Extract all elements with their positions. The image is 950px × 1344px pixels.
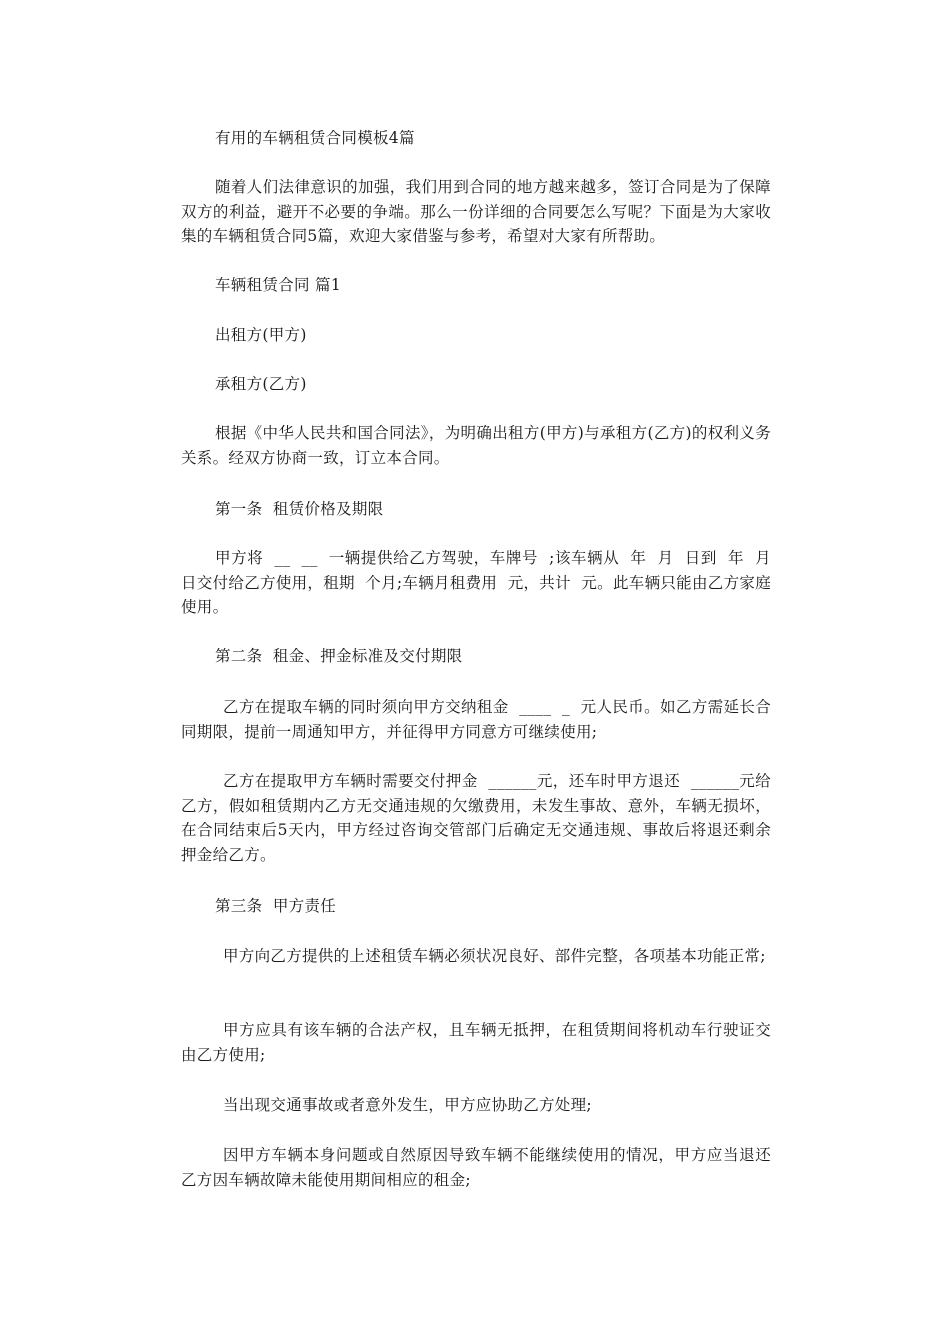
party-a-line: 出租方(甲方) [215,326,307,344]
article-2-heading: 第二条 租金、押金标准及交付期限 [215,647,463,665]
article-1-text: 甲方将 __ __ 一辆提供给乙方驾驶，车牌号 ;该车辆从 年 月 日到 年 月日交付给乙方使用，租期 个月;车辆月租费用 元，共计 元。此车辆只能由乙方家庭使用。 [181,549,771,616]
article-2-paragraph-2: 乙方在提取甲方车辆时需要交付押金 ______元，还车时甲方退还 ______元给乙方，假如租赁期内乙方无交通违规的欠缴费用，未发生事故、意外，车辆无损坏，在合同结束后5天内，甲方经过咨询交管部门后确定无交通违规、事故后将退还剩余押金给乙方。 [181,772,771,864]
article-2-paragraph-1: 乙方在提取车辆的同时须向甲方交纳租金 ____ _ 元人民币。如乙方需延长合同期限，提前一周通知甲方，并征得甲方同意方可继续使用; [181,698,771,741]
document-title: 有用的车辆租赁合同模板4篇 [215,129,415,147]
article-3-paragraph-2: 甲方应具有该车辆的合法产权，且车辆无抵押，在租赁期间将机动车行驶证交由乙方使用; [181,1021,771,1064]
article-3-paragraph-3: 当出现交通事故或者意外发生，甲方应协助乙方处理; [223,1096,592,1114]
intro-paragraph: 随着人们法律意识的加强，我们用到合同的地方越来越多，签订合同是为了保障双方的利益，避开不必要的争端。那么一份详细的合同要怎么写呢？下面是为大家收集的车辆租赁合同5篇，欢迎大家借鉴与参考，希望对大家有所帮助。 [181,178,771,245]
article-3-paragraph-1: 甲方向乙方提供的上述租赁车辆必须状况良好、部件完整，各项基本功能正常; [223,947,766,965]
preamble-paragraph: 根据《中华人民共和国合同法》，为明确出租方(甲方)与承租方(乙方)的权利义务关系。经双方协商一致，订立本合同。 [181,424,771,467]
party-b-line: 承租方(乙方) [215,375,307,393]
article-3-paragraph-4: 因甲方车辆本身问题或自然原因导致车辆不能继续使用的情况，甲方应当退还乙方因车辆故障未能使用期间相应的租金; [181,1146,771,1189]
article-1-heading: 第一条 租赁价格及期限 [215,500,384,518]
article-3-heading: 第三条 甲方责任 [215,897,337,915]
section-heading: 车辆租赁合同 篇1 [215,276,341,294]
